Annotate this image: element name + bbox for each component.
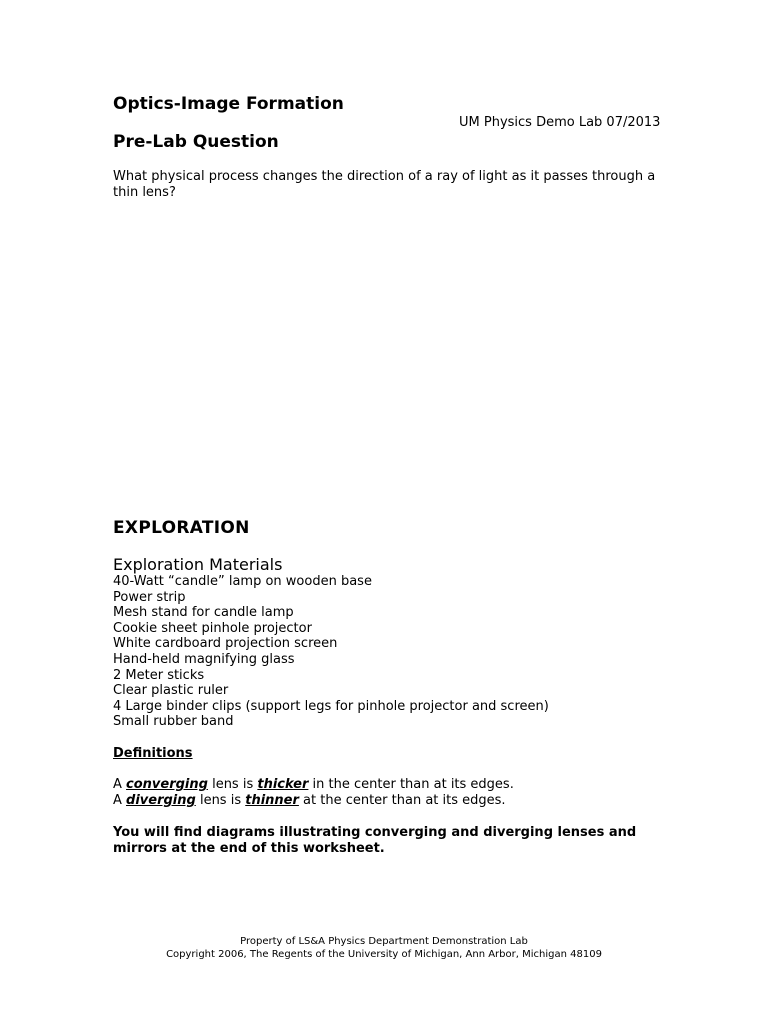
prelab-question: What physical process changes the direction of a ray of light as it passes through a thin lens?	[113, 169, 656, 200]
list-item: 2 Meter sticks	[113, 667, 205, 683]
definition-middle: lens is	[195, 793, 246, 808]
lab-identifier: UM Physics Demo Lab 07/2013	[459, 115, 661, 130]
prelab-heading: Pre-Lab Question	[113, 132, 279, 152]
footer-property: Property of LS&A Physics Department Demonstration Lab	[240, 936, 528, 947]
list-item: Mesh stand for candle lamp	[113, 605, 294, 621]
definition-diverging	[113, 793, 506, 808]
definition-prefix: A	[113, 793, 127, 808]
list-item: Small rubber band	[113, 714, 234, 730]
list-item: Power strip	[113, 589, 186, 605]
definition-converging	[113, 777, 514, 792]
list-item: White cardboard projection screen	[113, 636, 338, 652]
definition-quality: thicker	[257, 777, 309, 792]
list-item: 4 Large binder clips (support legs for pinhole projector and screen)	[113, 698, 549, 714]
footer-copyright: Copyright 2006, The Regents of the University of Michigan, Ann Arbor, Michigan 48109	[166, 949, 602, 960]
definition-suffix: at the center than at its edges.	[298, 793, 506, 808]
definition-quality: thinner	[245, 793, 299, 808]
exploration-heading: EXPLORATION	[113, 518, 250, 538]
materials-heading: Exploration Materials	[113, 555, 283, 574]
definition-term: converging	[126, 777, 208, 792]
list-item: Cookie sheet pinhole projector	[113, 620, 312, 636]
diagrams-note: You will find diagrams illustrating converging and diverging lenses and mirrors at the end of this worksheet.	[113, 825, 637, 856]
materials-list	[113, 574, 549, 730]
definition-term: diverging	[126, 793, 196, 808]
definition-suffix: in the center than at its edges.	[308, 777, 514, 792]
definitions-heading: Definitions	[113, 746, 193, 761]
list-item: Hand-held magnifying glass	[113, 651, 295, 667]
definition-middle: lens is	[207, 777, 258, 792]
list-item: 40-Watt “candle” lamp on wooden base	[113, 574, 372, 589]
list-item: Clear plastic ruler	[113, 683, 229, 699]
definition-prefix: A	[113, 777, 127, 792]
document-title: Optics-Image Formation	[113, 94, 344, 114]
